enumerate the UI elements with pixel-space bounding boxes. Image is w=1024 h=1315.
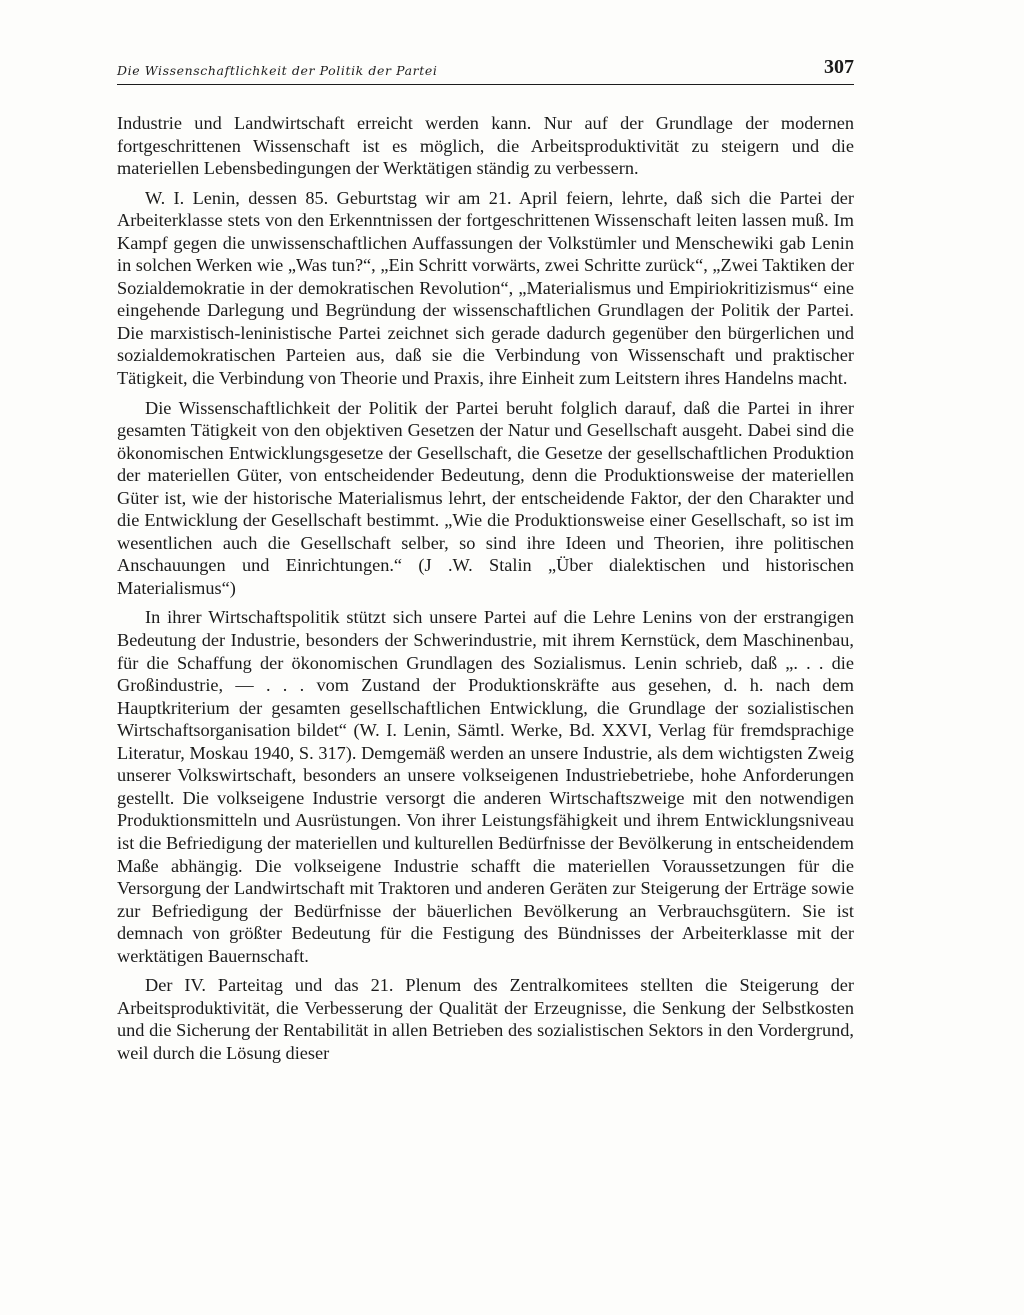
- paragraph-3: Die Wissenschaftlichkeit der Politik der Partei beruht folglich darauf, daß die Partei in ihrer gesamten Tätigkeit von den objektiven Gesetzen der Natur und Gesellschaft ausgeht. Dabei sind die ökonomischen Entwicklungsgesetze der Gesellschaft, die Gesetze der gesellschaftlichen Produktion der materiellen Güter, von entscheidender Bedeutung, denn die Produktionsweise der materiellen Güter ist, wie der historische Materialismus lehrt, der entscheidende Faktor, der den Charakter und die Entwicklung der Gesellschaft bestimmt. „Wie die Produktionsweise einer Gesellschaft, so ist im wesentlichen auch die Gesellschaft selber, so sind ihre Ideen und Theorien, ihre politischen Anschauungen und Einrichtungen.“ (J .W. Stalin „Über dialektischen und historischen Materialismus“): [117, 397, 854, 598]
- body-text: [117, 112, 854, 1064]
- paragraph-4: In ihrer Wirtschaftspolitik stützt sich unsere Partei auf die Lehre Lenins von der erstrangigen Bedeutung der Industrie, besonders der Schwerindustrie, mit ihrem Kernstück, dem Maschinenbau, für die Schaffung der ökonomischen Grundlagen des Sozialismus. Lenin schrieb, daß „. . . die Großindustrie, — . . . vom Zustand der Produktionskräfte aus gesehen, d. h. nach dem Hauptkriterium der gesamten gesellschaftlichen Entwicklung, die Grundlage der sozialistischen Wirtschaftsorganisation bildet“ (W. I. Lenin, Sämtl. Werke, Bd. XXVI, Verlag für fremdsprachige Literatur, Moskau 1940, S. 317). Demgemäß werden an unsere Industrie, als dem wichtigsten Zweig unserer Volkswirtschaft, besonders an unsere volkseigenen Industriebetriebe, hohe Anforderungen gestellt. Die volkseigene Industrie versorgt die anderen Wirtschaftszweige mit den notwendigen Produktionsmitteln und Ausrüstungen. Von ihrer Leistungsfähigkeit und ihrem Entwicklungsniveau ist die Befriedigung der materiellen und kulturellen Bedürfnisse der Bevölkerung in entscheidendem Maße abhängig. Die volkseigene Industrie schafft die materiellen Voraussetzungen für die Versorgung der Landwirtschaft mit Traktoren und anderen Geräten zur Steigerung der Erträge sowie zur Befriedigung der Bedürfnisse der bäuerlichen Bevölkerung an Verbrauchsgütern. Sie ist demnach von größter Bedeutung für die Festigung des Bündnisses der Arbeiterklasse mit der werktätigen Bauernschaft.: [117, 607, 854, 966]
- paragraph-5: Der IV. Parteitag und das 21. Plenum des Zentralkomitees stellten die Steigerung der Arbeitsproduktivität, die Verbesserung der Qualität der Erzeugnisse, die Senkung der Selbstkosten und die Sicherung der Rentabilität in allen Betrieben des sozialistischen Sektors in den Vordergrund, weil durch die Lösung dieser: [117, 975, 854, 1063]
- paragraph-1: Industrie und Landwirtschaft erreicht werden kann. Nur auf der Grundlage der modernen fortgeschrittenen Wissenschaft ist es möglich, die Arbeitsproduktivität zu steigern und die materiellen Lebensbedingungen der Werktätigen ständig zu verbessern.: [117, 113, 854, 179]
- paragraph-2: W. I. Lenin, dessen 85. Geburtstag wir am 21. April feiern, lehrte, daß sich die Partei der Arbeiterklasse stets von den Erkenntnissen der fortgeschrittenen Wissenschaft leiten lassen muß. Im Kampf gegen die unwissenschaftlichen Auffassungen der Volkstümler und Menschewiki gab Lenin in solchen Werken wie „Was tun?“, „Ein Schritt vorwärts, zwei Schritte zurück“, „Zwei Taktiken der Sozialdemokratie in der demokratischen Revolution“, „Materialismus und Empiriokritizismus“ eine eingehende Darlegung und Begründung der wissenschaftlichen Grundlagen der Politik der Partei. Die marxistisch-leninistische Partei zeichnet sich gerade dadurch gegenüber den bürgerlichen und sozialdemokratischen Parteien aus, daß sie die Verbindung von Wissenschaft und praktischer Tätigkeit, die Verbindung von Theorie und Praxis, ihre Einheit zum Leitstern ihres Handelns macht.: [117, 187, 854, 389]
- running-header: [117, 58, 854, 85]
- running-title: Die Wissenschaftlichkeit der Politik der Partei: [117, 63, 438, 78]
- page-number: 307: [824, 56, 854, 78]
